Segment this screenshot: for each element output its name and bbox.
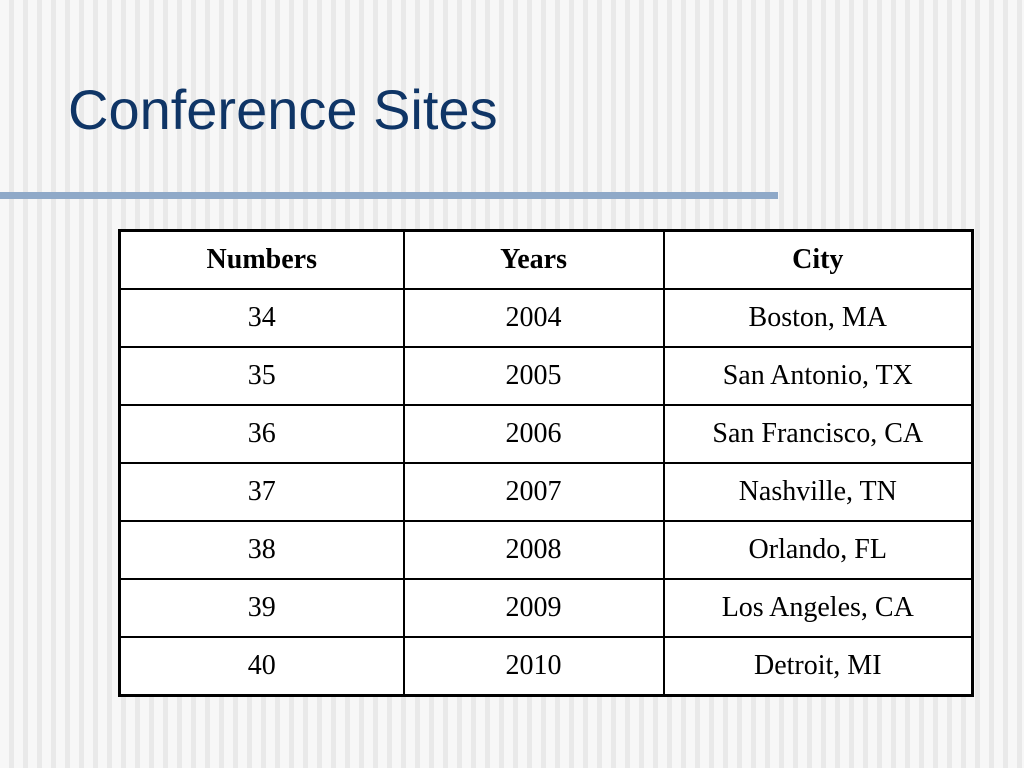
- table-row: [120, 463, 973, 521]
- cell-number: 34: [120, 289, 404, 347]
- cell-number: 36: [120, 405, 404, 463]
- table-row: [120, 405, 973, 463]
- header-years: Years: [404, 231, 664, 290]
- cell-number: 39: [120, 579, 404, 637]
- cell-year: 2004: [404, 289, 664, 347]
- table-row: [120, 521, 973, 579]
- table-header-row: [120, 231, 973, 290]
- cell-city: San Francisco, CA: [664, 405, 973, 463]
- header-numbers: Numbers: [120, 231, 404, 290]
- cell-city: San Antonio, TX: [664, 347, 973, 405]
- table-row: [120, 579, 973, 637]
- table-row: [120, 637, 973, 696]
- table-row: [120, 347, 973, 405]
- title-divider: [0, 192, 778, 199]
- cell-number: 35: [120, 347, 404, 405]
- cell-year: 2007: [404, 463, 664, 521]
- cell-year: 2010: [404, 637, 664, 696]
- cell-city: Boston, MA: [664, 289, 973, 347]
- cell-number: 38: [120, 521, 404, 579]
- cell-year: 2009: [404, 579, 664, 637]
- cell-city: Nashville, TN: [664, 463, 973, 521]
- header-city: City: [664, 231, 973, 290]
- cell-city: Los Angeles, CA: [664, 579, 973, 637]
- cell-city: Orlando, FL: [664, 521, 973, 579]
- cell-city: Detroit, MI: [664, 637, 973, 696]
- table-row: [120, 289, 973, 347]
- conference-sites-table: [118, 229, 974, 697]
- cell-number: 40: [120, 637, 404, 696]
- cell-year: 2005: [404, 347, 664, 405]
- cell-year: 2006: [404, 405, 664, 463]
- cell-year: 2008: [404, 521, 664, 579]
- slide-title: Conference Sites: [68, 78, 498, 141]
- cell-number: 37: [120, 463, 404, 521]
